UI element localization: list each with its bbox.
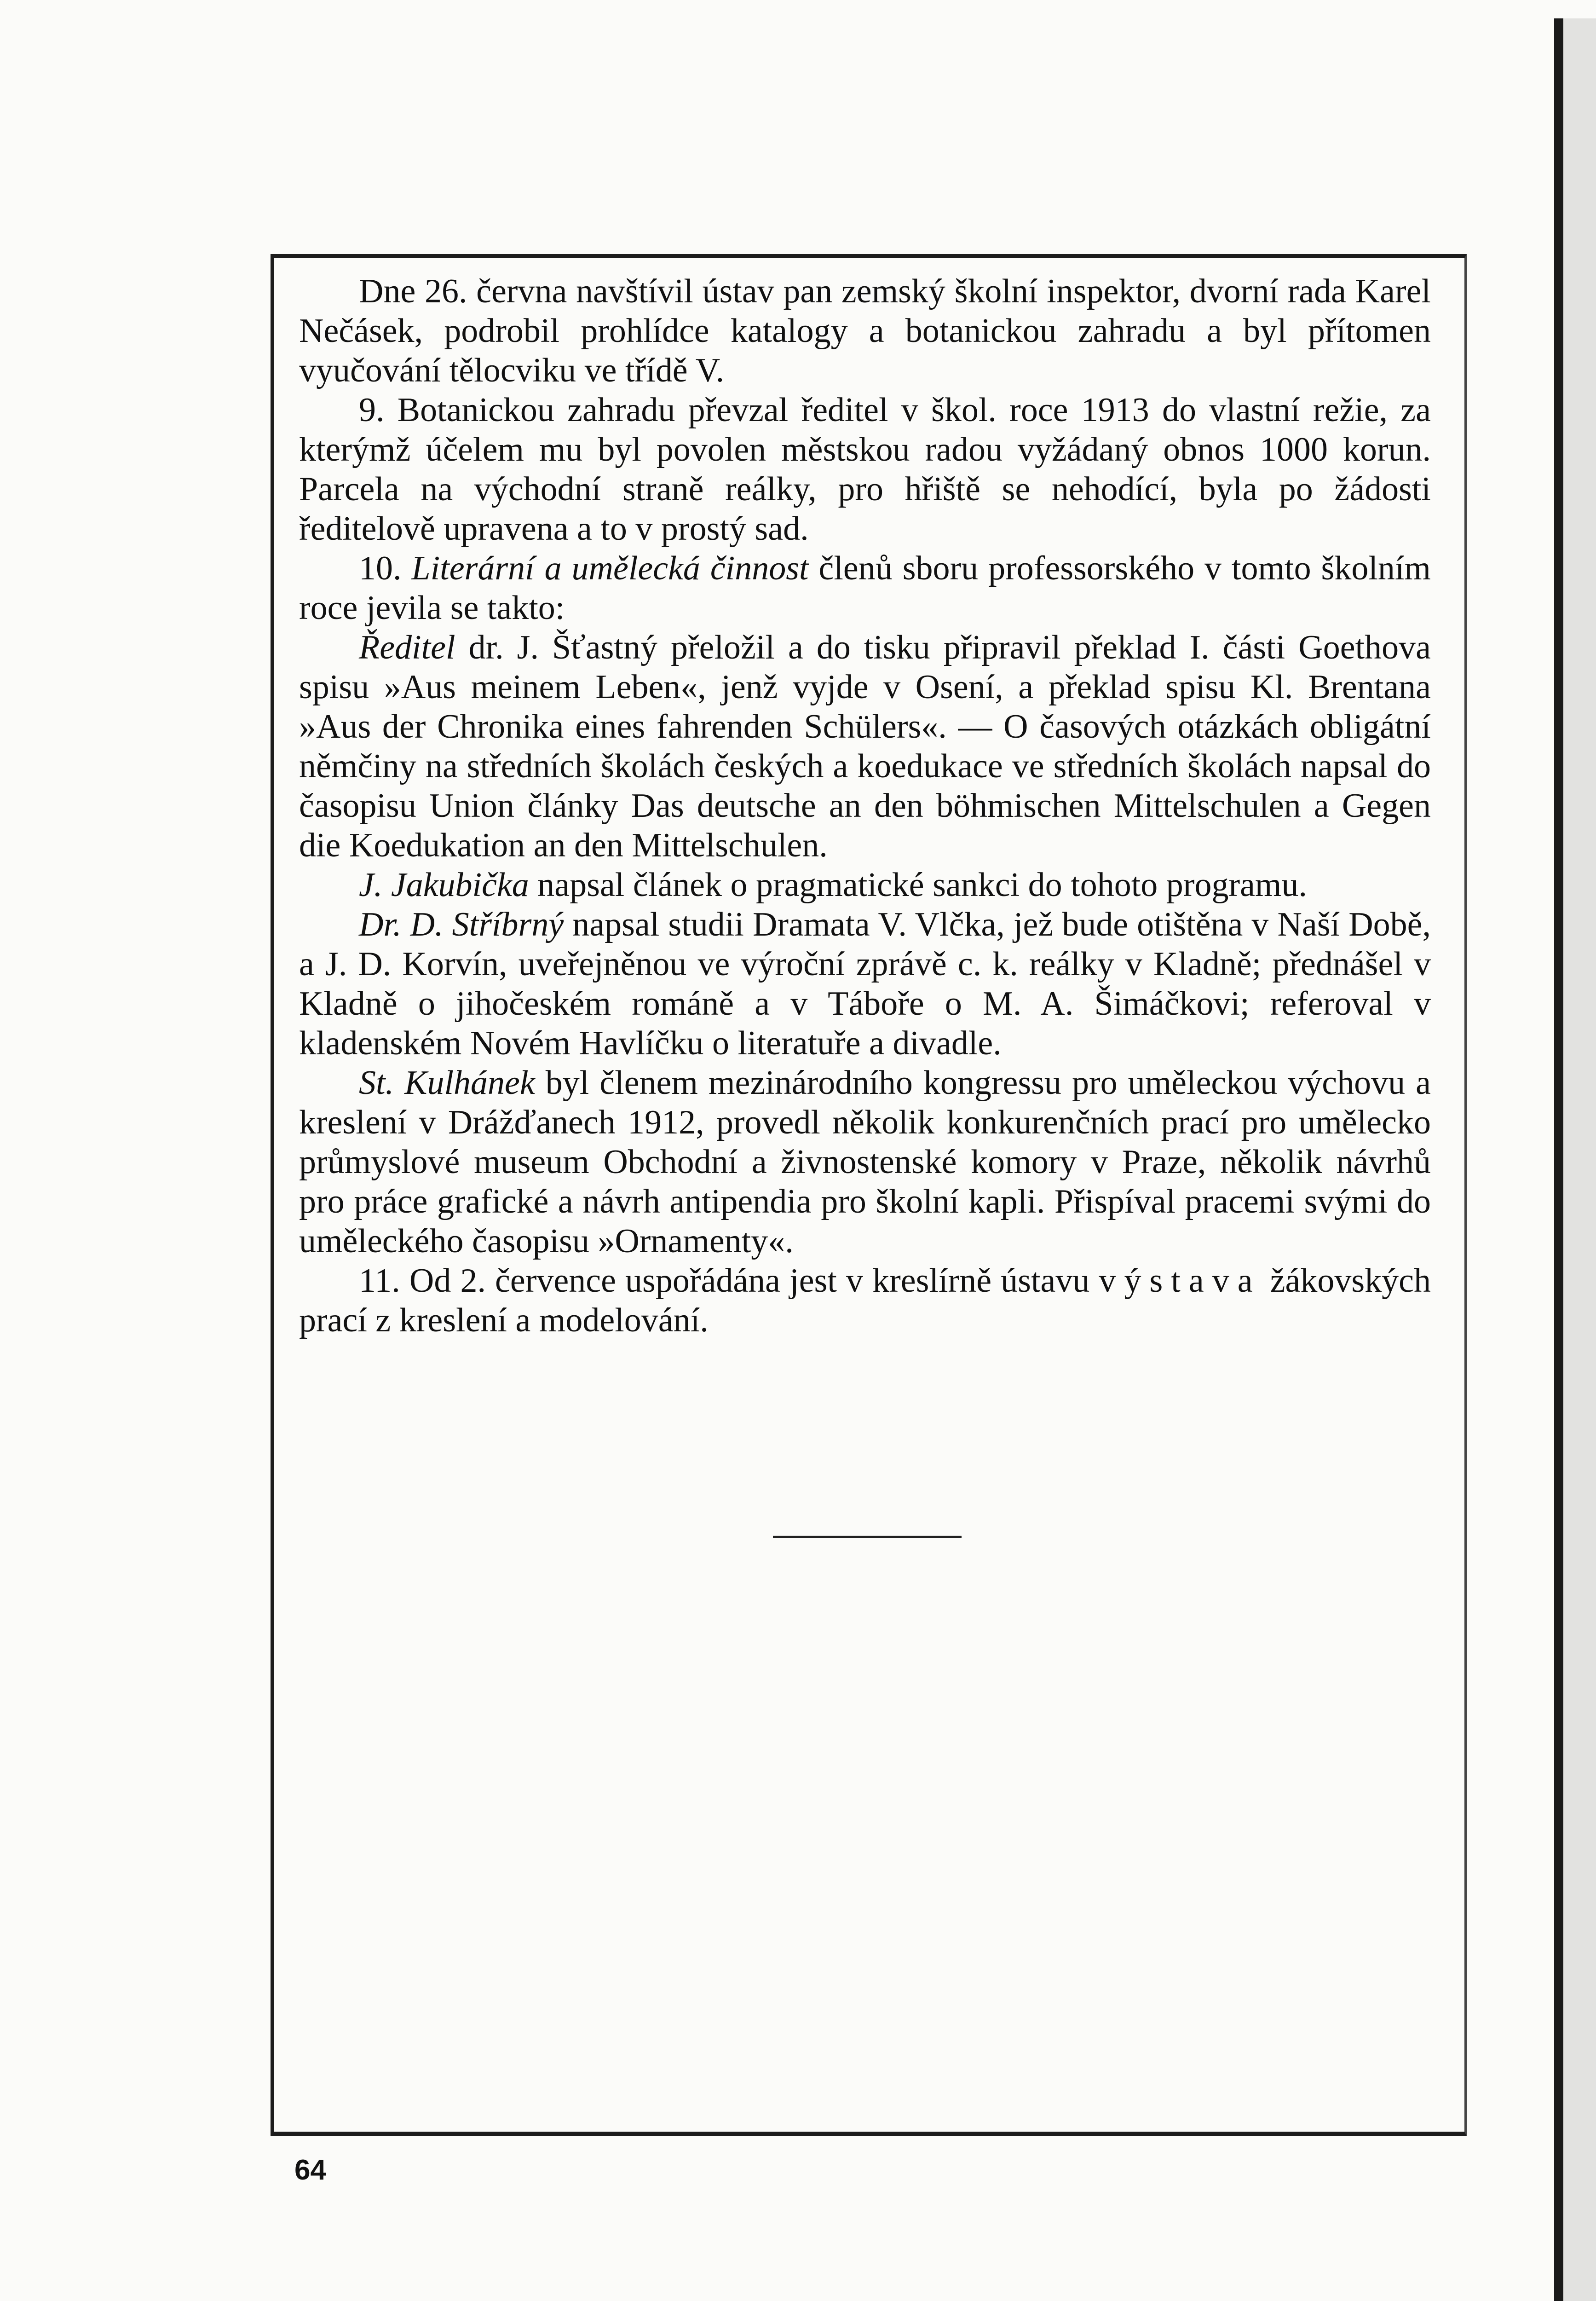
paragraph-literary-activity: 10. Literární a umělecká činnost členů sboru professorského v tomto školním roce jevila se takto: [299, 549, 1431, 627]
paragraph-stribrny: Dr. D. Stříbrný napsal studii Dramata V. Vlčka, jež bude otištěna v Naší Době, a J. D. Korvín, uveřejněnou ve výroční zprávě c. k. reálky v Kladně; přednášel v Kladně o jihočeském románě a v Táboře o M. A. Šimáčkovi; referoval v kladenském Novém Havlíčku o literatuře a divadle. [299, 906, 1431, 1062]
paragraph-exhibition: 11. Od 2. července uspořádána jest v kreslírně ústavu výstava žákovských prací z kreslení a modelování. [299, 1262, 1431, 1339]
section-heading: Literární a umělecká činnost [411, 549, 809, 587]
paragraph-inspection: Dne 26. června navštívil ústav pan zemský školní inspektor, dvorní rada Karel Nečásek, podrobil prohlídce katalogy a botanickou zahradu a byl přítomen vyučování tělocviku ve třídě V. [299, 272, 1431, 389]
page-edge-shadow [1563, 18, 1596, 2301]
page-edge-dark [1554, 18, 1563, 2301]
paragraph-kulhanek: St. Kulhánek byl členem mezinárodního kongressu pro uměleckou výchovu a kreslení v Drážďanech 1912, provedl několik konkurenčních prací pro umělecko průmyslové museum Obchodní a živnostenské komory v Praze, několik návrhů pro práce grafické a návrh antipendia pro školní kapli. Přispíval pracemi svými do uměleckého časopisu »Ornamenty«. [299, 1064, 1431, 1260]
page-number: 64 [294, 2154, 326, 2186]
closing-rule [773, 1536, 962, 1538]
person-name: St. Kulhánek [359, 1064, 535, 1102]
paragraph-botanical-garden: 9. Botanickou zahradu převzal ředitel v škol. roce 1913 do vlastní režie, za kterýmž účelem mu byl povolen městskou radou vyžádaný obnos 1000 korun. Parcela na východní straně reálky, pro hřiště se nehodící, byla po žádosti ředitelově upravena a to v prostý sad. [299, 391, 1431, 548]
person-name: J. Jakubička [359, 866, 529, 904]
spaced-word: výstava [1099, 1262, 1261, 1300]
body-text [299, 272, 1431, 1340]
person-name: Dr. D. Stříbrný [359, 906, 564, 943]
paragraph-director: Ředitel dr. J. Šťastný přeložil a do tisku připravil překlad I. části Goethova spisu »Aus meinem Leben«, jenž vyjde v Osení, a překlad spisu Kl. Brentana »Aus der Chronika eines fahrenden Schülers«. — O časových otázkách obligátní němčiny na středních školách českých a koedukace ve středních školách napsal do časopisu Union články Das deutsche an den böhmischen Mittelschulen a Gegen die Koedukation an den Mittelschulen. [299, 629, 1431, 864]
paragraph-jakubicka: J. Jakubička napsal článek o pragmatické sankci do tohoto programu. [359, 866, 1307, 904]
person-name: Ředitel [359, 629, 455, 666]
